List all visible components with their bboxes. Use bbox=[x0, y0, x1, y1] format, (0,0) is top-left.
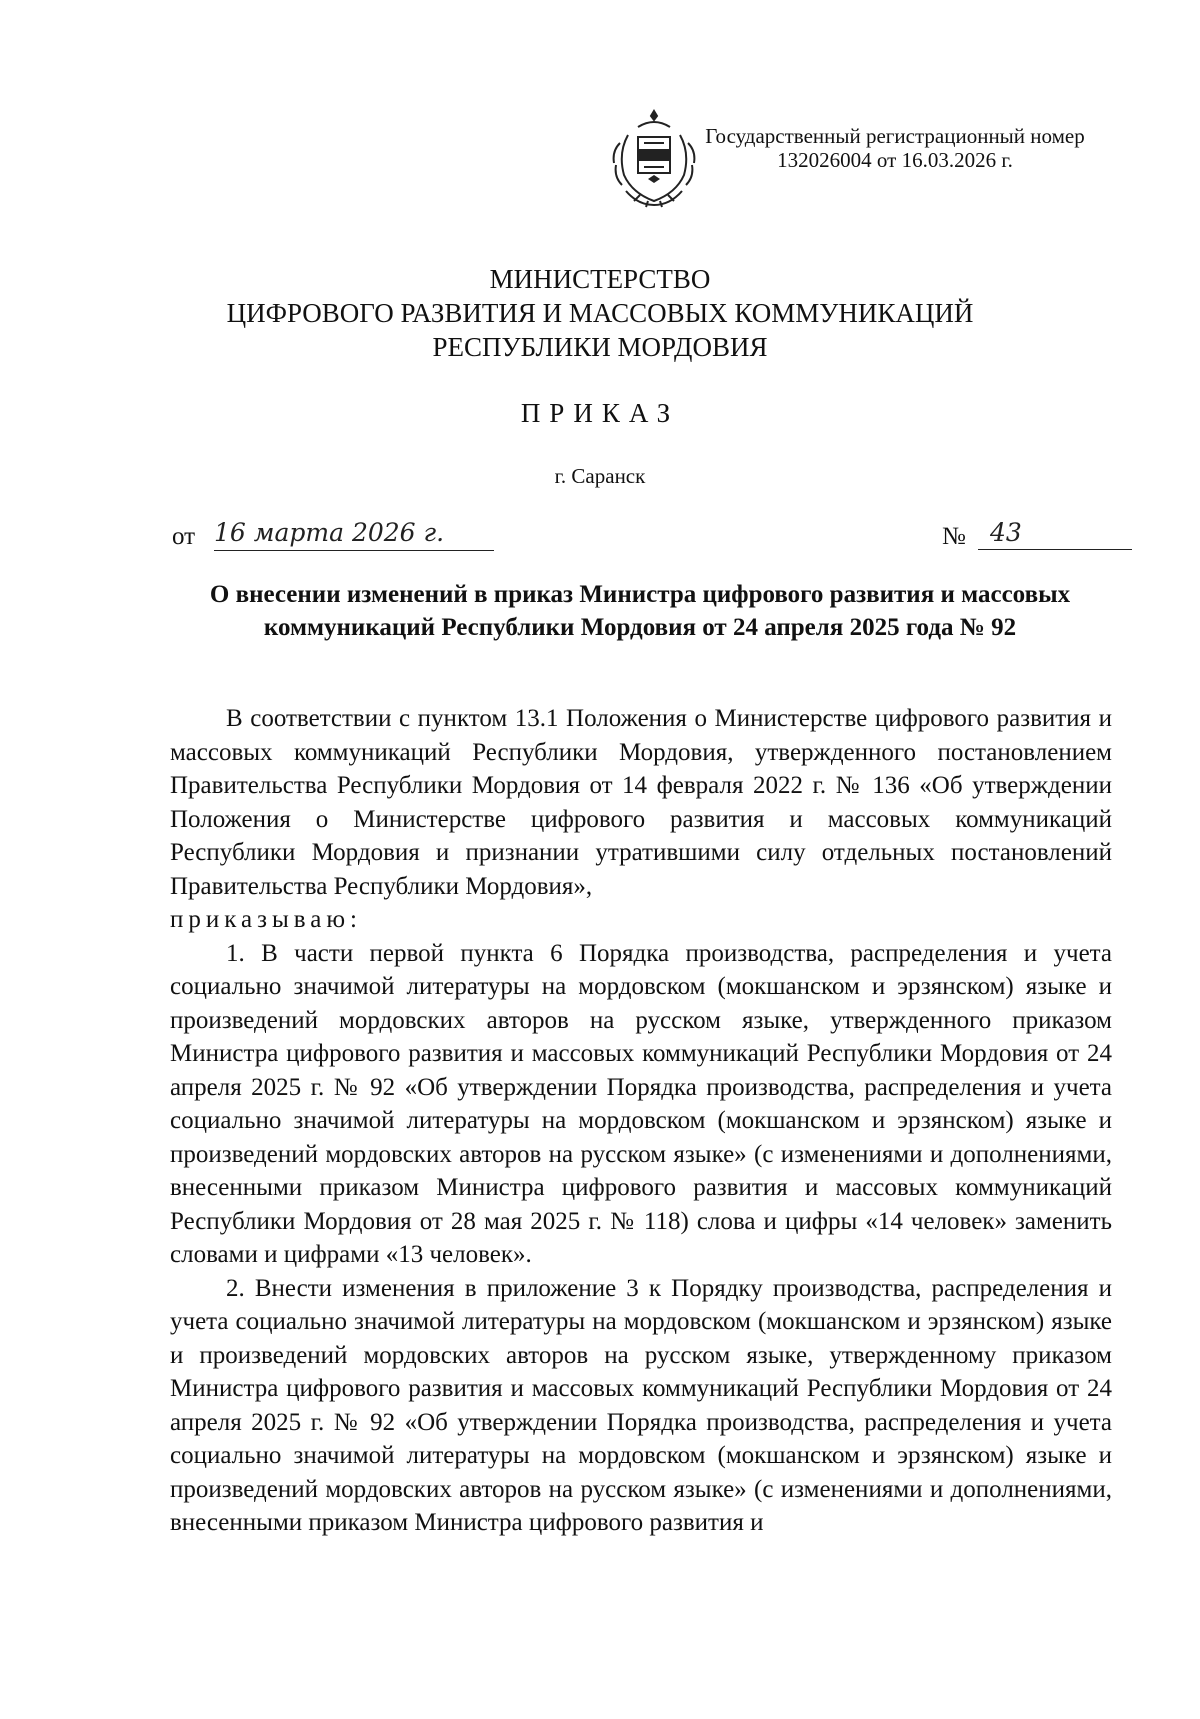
document-title: О внесении изменений в приказ Министра цифрового развития и массовых коммуникаций Республики Мордовия от 24 апреля 2025 года № 92 bbox=[209, 581, 1071, 641]
date-number-row bbox=[172, 518, 1132, 558]
document-type: ПРИКАЗ bbox=[520, 398, 680, 428]
order-word: приказываю: bbox=[170, 906, 362, 933]
document-body bbox=[170, 702, 1112, 1540]
item-1-paragraph: 1. В части первой пункта 6 Порядка производства, распределения и учета социально значимой литературы на мордовском (мокшанском и эрзянском) языке и произведений мордовских авторов на русском языке, утвержденного приказом Министра цифрового развития и массовых коммуникаций Республики Мордовия от 24 апреля 2025 г. № 92 «Об утверждении Порядка производства, распределения и учета социально значимой литературы на мордовском (мокшанском и эрзянском) языке и произведений мордовских авторов на русском языке» (с изменениями и дополнениями, внесенными приказом Министра цифрового развития и массовых коммуникаций Республики Мордовия от 28 мая 2025 г. № 118) слова и цифры «14 человек» заменить словами и цифрами «13 человек». bbox=[170, 939, 1112, 1268]
date-prefix: от bbox=[172, 523, 196, 550]
ministry-header bbox=[0, 262, 1200, 364]
handwritten-date: 16 марта 2026 г. bbox=[214, 518, 494, 551]
registration-stamp bbox=[660, 124, 1130, 172]
preamble-paragraph: В соответствии с пунктом 13.1 Положения о Министерстве цифрового развития и массовых коммуникаций Республики Мордовия, утвержденного постановлением Правительства Республики Мордовия от 14 февраля 2022 г. № 136 «Об утверждении Положения о Министерстве цифрового развития и массовых коммуникаций Республики Мордовия и признании утратившими силу отдельных постановлений Правительства Республики Мордовия», bbox=[170, 705, 1112, 900]
handwritten-number: 43 bbox=[978, 518, 1132, 550]
city: г. Саранск bbox=[554, 464, 646, 488]
ministry-line-2: ЦИФРОВОГО РАЗВИТИЯ И МАССОВЫХ КОММУНИКАЦИЙ bbox=[226, 298, 974, 328]
item-2-paragraph: 2. Внести изменения в приложение 3 к Порядку производства, распределения и учета социально значимой литературы на мордовском (мокшанском и эрзянском) языке и произведений мордовских авторов на русском языке, утвержденному приказом Министра цифрового развития и массовых коммуникаций Республики Мордовия от 24 апреля 2025 г. № 92 «Об утверждении Порядка производства, распределения и учета социально значимой литературы на мордовском (мокшанском и эрзянском) языке и произведений мордовских авторов на русском языке» (с изменениями и дополнениями, внесенными приказом Министра цифрового развития и bbox=[170, 1274, 1112, 1536]
ministry-line-1: МИНИСТЕРСТВО bbox=[489, 264, 711, 294]
registration-label: Государственный регистрационный номер bbox=[705, 124, 1085, 148]
ministry-line-3: РЕСПУБЛИКИ МОРДОВИЯ bbox=[432, 332, 768, 362]
registration-number: 132026004 от 16.03.2026 г. bbox=[777, 148, 1013, 172]
number-label: № bbox=[942, 523, 966, 550]
